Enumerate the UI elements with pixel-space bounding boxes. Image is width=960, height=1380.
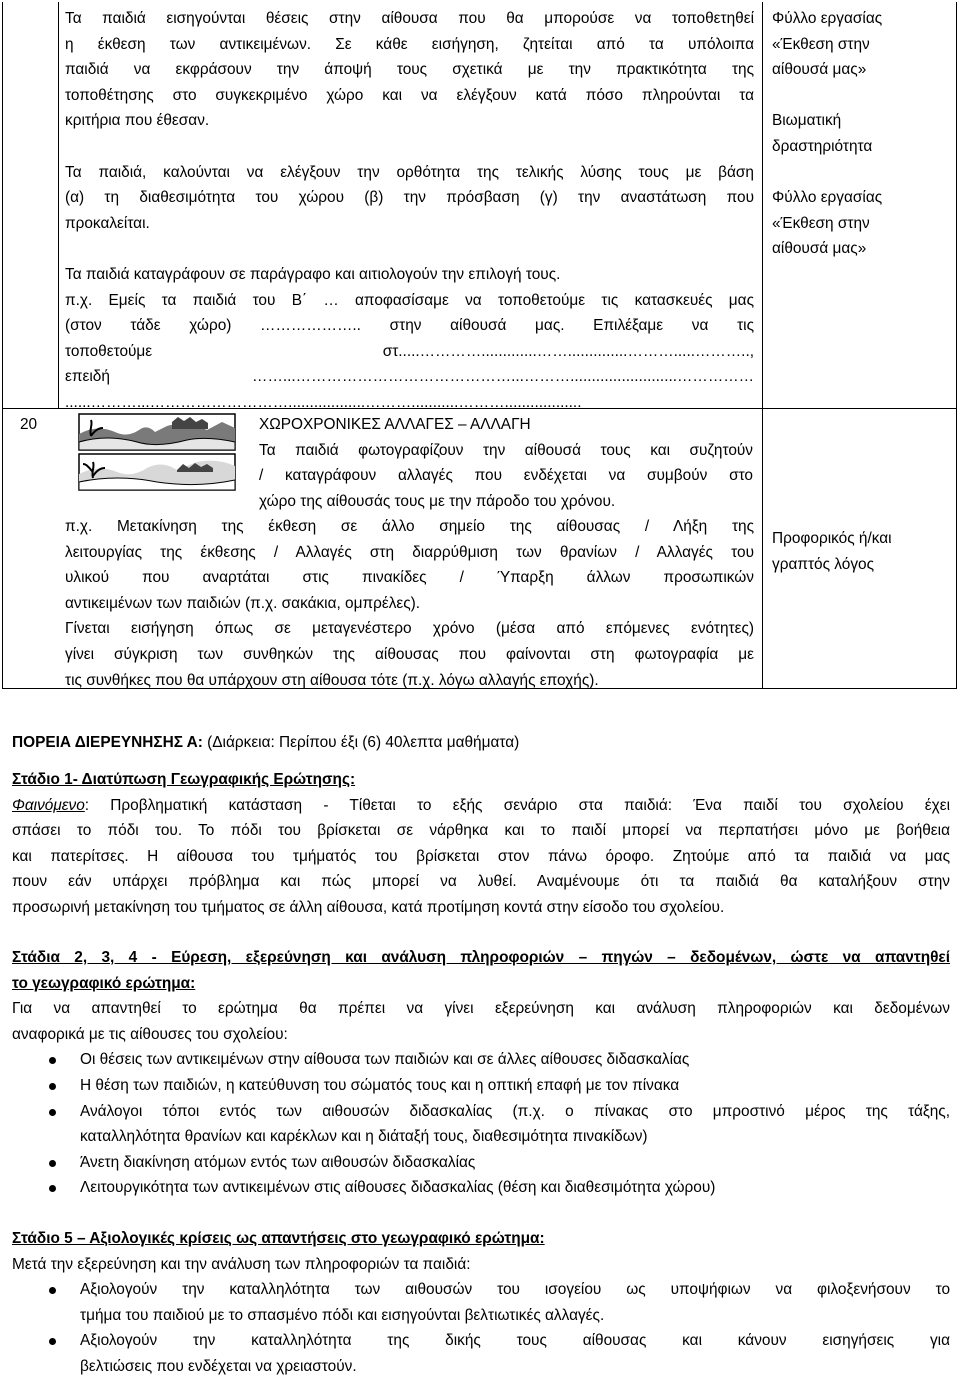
bullet-icon [49,1109,56,1116]
resource-line: «Έκθεση στην [772,35,870,53]
text-line: Για να απαντηθεί το ερώτημα θα πρέπει να γίνει εξερεύνηση και ανάλυση πληροφοριών και δεδομένων [12,1000,950,1018]
text-line: η έκθεση των αντικειμένων. Σε κάθε εισήγηση, ζητείται από τα υπόλοιπα [65,35,754,53]
resource-line: δραστηριότητα [772,137,873,155]
evaluation-list [12,1277,950,1379]
text-line: Τα παιδιά εισηγούνται θέσεις στην αίθουσα που θα μπορούσε να τοποθετηθεί [65,10,754,27]
bullet-icon [49,1338,56,1345]
list-item [12,1175,950,1201]
stages-2-3-4 [12,945,950,1201]
resource-line: γραπτός λόγος [772,555,874,573]
text-line: ......………...………………………..................………...........……….................. [65,393,582,411]
text-line: Οι θέσεις των αντικειμένων στην αίθουσα των παιδιών και σε άλλες αίθουσες διδασκαλίας [80,1051,690,1069]
text-line-rest: : Προβληματική κατάσταση - Τίθεται το εξής σενάριο στα παιδιά: Ένα παιδί του σχολείου έχει [84,796,950,814]
bullet-icon [49,1287,56,1294]
phenomenon-label: Φαινόμενο [12,796,85,814]
section-heading-duration: (Διάρκεια: Περίπου έξι (6) 40λεπτα μαθήματα) [202,734,520,751]
text-line: κριτήρια που έθεσαν. [65,112,210,130]
row1-description [65,6,754,416]
text-line: χώρο της αίθουσάς τους με την πάροδο του χρόνου. [259,492,616,510]
list-item [12,1277,950,1328]
text-line: υλικού που αναρτάται στις πινακίδες / Ύπαρξη άλλων προσωπικών [65,569,754,587]
stages-2-4-title: Στάδια 2, 3, 4 - Εύρεση, εξερεύνηση και ανάλυση πληροφοριών – πηγών – δεδομένων, ώστε να απαντηθεί [12,949,950,966]
activity-table [2,2,957,689]
resource-line [772,160,952,186]
row1-resources [772,6,952,262]
text-line: Αξιολογούν την καταλληλότητα της δικής τους αίθουσας και κάνουν εισηγήσεις για [80,1332,950,1350]
text-line: βελτιώσεις που ενδέχεται να χρειαστούν. [80,1357,357,1375]
text-line: παιδιά να εκφράσουν την άποψή τους σχετικά με την πρακτικότητα της [65,61,754,79]
section-heading [12,730,950,756]
row2-resources [772,526,952,577]
resource-line: αίθουσά μας» [772,61,867,79]
list-item [12,1328,950,1379]
stage-1-title: Στάδιο 1- Διατύπωση Γεωγραφικής Ερώτησης: [12,771,356,788]
text-line: Γίνεται εισήγηση όπως σε μεταγενέστερο χρόνο (μέσα από επόμενες ενότητες) [65,620,754,638]
text-line: π.χ. Μετακίνηση της έκθεση σε άλλο σημείο της αίθουσας / Λήξη της [65,518,754,535]
text-line: καταλληλότητα θρανίων και καρέκλων και η διάταξή τους, διαθεσιμότητα πινακίδων) [80,1128,648,1146]
text-line: (α) τη διαθεσιμότητα του χώρου (β) την πρόσβαση (γ) την αναστάτωση που [65,189,754,207]
text-line: γίνει σύγκριση των συνθηκών της αίθουσας που φαίνονται στη φωτογραφία με [65,645,754,663]
list-item [12,1150,950,1176]
text-line: τις συνθήκες που θα υπάρχουν στη αίθουσα τότε (π.χ. λόγω αλλαγής εποχής). [65,671,599,689]
text-line: σπάσει το πόδι του. Το πόδι του βρίσκεται σε νάρθηκα και το παιδί μπορεί να περπατήσει μόνο με βοήθεια [12,822,950,840]
text-line: και πατερίτσες. Η αίθουσα του τμήματός του βρίσκεται στον πάνω όροφο. Ζητούμε από τα παιδιά να μας [12,847,950,865]
bullet-icon [49,1160,56,1167]
list-item [12,1073,950,1099]
row2-description [65,514,754,693]
list-item [12,1099,950,1150]
text-line: τοποθέτησης στο συγκεκριμένο χώρο και να ελέγξουν κατά πόσο πληρούνται τα [65,86,754,104]
row-number: 20 [20,416,38,433]
text-line: π.χ. Εμείς τα παιδιά του Β΄ … αποφασίσαμε να τοποθετούμε τις κατασκευές μας [65,291,754,309]
text-line: (στον τάδε χώρο) ……………….. στην αίθουσά μας. Επιλέξαμε να τις [65,317,754,335]
text-line: πουν εάν υπάρχει πρόβλημα και πώς μπορεί να λυθεί. Αναμένουμε ότι τα παιδιά θα καταλήξουν στην [12,873,950,891]
text-line: τμήμα του παιδιού με το σπασμένο πόδι και εισηγούνται βελτιωτικές αλλαγές. [80,1306,605,1324]
bullet-icon [49,1083,56,1090]
text-line: αναφορικά με τις αίθουσες του σχολείου: [12,1025,288,1043]
text-line: Τα παιδιά φωτογραφίζουν την αίθουσά τους και συζητούν [259,441,753,459]
resource-line: «Έκθεση στην [772,214,870,232]
resource-line: Προφορικός ή/και [772,530,892,547]
text-line: Λειτουργικότητα των αντικειμένων στις αίθουσες διδασκαλίας (θέση και διαθεσιμότητα χώρου) [80,1179,716,1197]
resource-line: Φύλλο εργασίας [772,189,883,207]
stage-1 [12,767,950,921]
text-line: / καταγράφουν αλλαγές που ενδέχεται να συμβούν στο [259,467,753,485]
text-line: προκαλείται. [65,214,150,232]
text-line: Αξιολογούν την καταλληλότητα των αιθουσών του ισογείου ως υποψήφιων να φιλοξενήσουν το [80,1281,950,1299]
text-line: Η θέση των παιδιών, η κατεύθυνση του σώματός τους και η οπτική επαφή με τον πίνακα [80,1076,680,1094]
stage-5 [12,1226,950,1380]
resource-line [772,83,952,109]
row2-header [259,412,753,514]
activity-title: ΧΩΡΟΧΡΟΝΙΚΕΣ ΑΛΛΑΓΕΣ – ΑΛΛΑΓΗ [259,416,531,433]
stages-2-4-title-cont: το γεωγραφικό ερώτημα: [12,974,196,992]
text-line: Άνετη διακίνηση ατόμων εντός των αιθουσών διδασκαλίας [80,1153,476,1171]
list-item [12,1047,950,1073]
bullet-icon [49,1185,56,1192]
landscape-seasons-icon [77,412,237,492]
text-line: Μετά την εξερεύνηση και την ανάλυση των πληροφοριών τα παιδιά: [12,1255,471,1273]
text-line: Τα παιδιά καταγράφουν σε παράγραφο και αιτιολογούν την επιλογή τους. [65,265,561,283]
text-line: Τα παιδιά, καλούνται να ελέγξουν την ορθότητα της τελικής λύσης τους με βάση [65,163,754,181]
resource-line: αίθουσά μας» [772,240,867,258]
stage-5-title: Στάδιο 5 – Αξιολογικές κρίσεις ως απαντήσεις στο γεωγραφικό ερώτημα: [12,1230,545,1247]
resource-line: Φύλλο εργασίας [772,10,883,27]
section-heading-bold: ΠΟΡΕΙΑ ΔΙΕΡΕΥΝΗΣΗΣ Α: [12,734,203,751]
text-line: προσωρινή μετακίνηση του τμήματος σε άλλη αίθουσα, κατά προτίμηση κοντά στην είσοδο του σχολείου. [12,898,725,916]
resource-line: Βιωματική [772,112,842,130]
bullet-icon [49,1057,56,1064]
text-line [12,793,950,819]
text-line: αντικειμένων των παιδιών (π.χ. σακάκια, ομπρέλες). [65,594,421,612]
text-line: λειτουργίας της έκθεσης / Αλλαγές στη διαρρύθμιση των θρανίων / Αλλαγές του [65,543,754,561]
text-line: Ανάλογοι τόποι εντός των αιθουσών διδασκαλίας (π.χ. ο πίνακας στο μπροστινό μέρος της τάξης, [80,1102,950,1120]
analysis-list [12,1047,950,1201]
text-line: τοποθετούμε στ.....………….............……..............……….....……….., [65,342,754,360]
text-line: επειδή ……...……………………………………...……….........................…………… [65,368,754,386]
